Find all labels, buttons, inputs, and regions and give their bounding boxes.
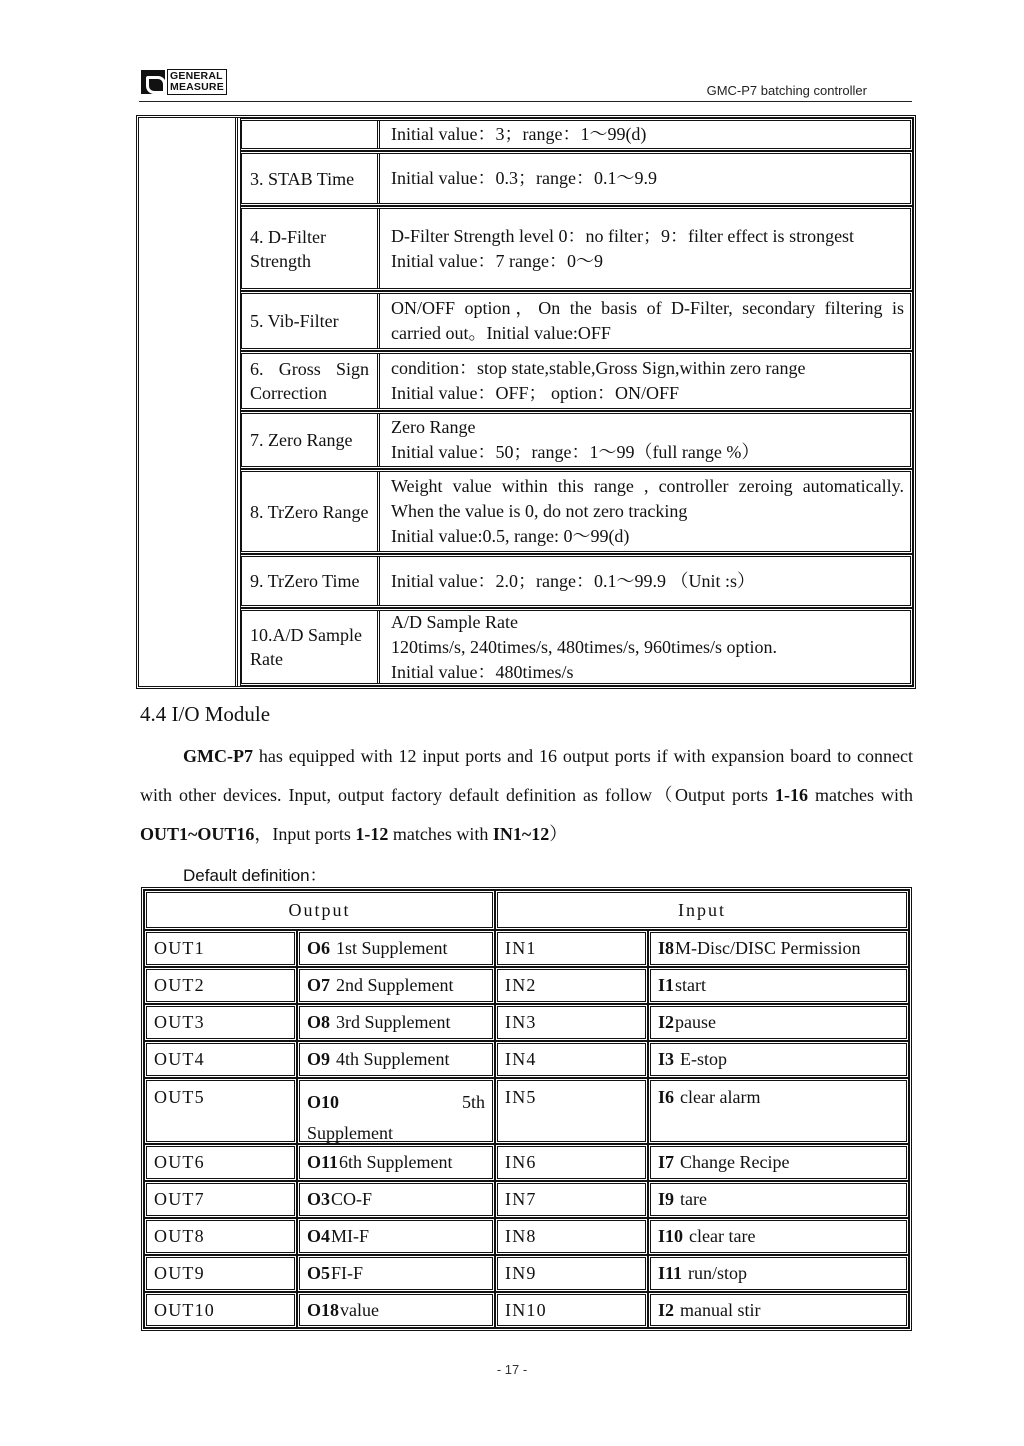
- output-function-cell: O6 1st Supplement: [297, 930, 495, 967]
- parameter-group-cell: [139, 118, 238, 686]
- default-definition-label: Default definition：: [183, 866, 327, 885]
- output-function-cell: O5 FI-F: [297, 1255, 495, 1292]
- input-port-cell: IN1: [495, 930, 648, 967]
- output-function-cell: O4 MI-F: [297, 1218, 495, 1255]
- header-divider: [139, 101, 912, 102]
- param-row-trzero-time: [240, 554, 913, 608]
- param-desc: ON/OFF option，On the basis of D-Filter, secondary filtering is carried out。Initial value:OFF: [391, 298, 904, 343]
- param-name: 4. D-Filter Strength: [242, 209, 380, 288]
- input-port-cell: IN3: [495, 1004, 648, 1041]
- document-title: GMC-P7 batching controller: [706, 83, 867, 98]
- param-row-stab-time: [240, 151, 913, 206]
- input-port-cell: IN4: [495, 1041, 648, 1078]
- input-function-cell: I11 run/stop: [648, 1255, 909, 1292]
- param-name: [242, 121, 380, 148]
- output-function-cell: O7 2nd Supplement: [297, 967, 495, 1004]
- param-desc: condition：stop state,stable,Gross Sign,within zero range Initial value：OFF； option：ON/OFF: [391, 358, 806, 403]
- param-desc: Initial value：3；range：1～99(d): [391, 124, 647, 144]
- page-number: - 17 -: [496, 1362, 528, 1377]
- input-function-cell: I10 clear tare: [648, 1218, 909, 1255]
- param-row-trzero-range: [240, 469, 913, 554]
- input-function-cell: I8 M-Disc/DISC Permission: [648, 930, 909, 967]
- param-name: 6. Gross Sign Correction: [242, 354, 380, 408]
- input-port-cell: IN6: [495, 1144, 648, 1181]
- input-function-cell: I6 clear alarm: [648, 1078, 909, 1144]
- param-row-ad-sample-rate: [240, 608, 913, 686]
- param-desc: Initial value：2.0；range：0.1～99.9 （Unit :s）: [391, 570, 755, 591]
- param-row-d-filter: [240, 206, 913, 291]
- param-desc: A/D Sample Rate 120tims/s, 240times/s, 480times/s, 960times/s option. Initial value：480times/s: [391, 611, 778, 682]
- input-port-cell: IN9: [495, 1255, 648, 1292]
- output-port-cell: OUT8: [144, 1218, 297, 1255]
- param-row-vib-filter: [240, 291, 913, 351]
- input-port-cell: IN7: [495, 1181, 648, 1218]
- output-port-cell: OUT7: [144, 1181, 297, 1218]
- io-definition-table: [141, 887, 912, 1331]
- input-function-cell: I2 manual stir: [648, 1292, 909, 1328]
- logo-wordmark: GENERAL MEASURE: [167, 69, 227, 95]
- section-paragraph: GMC-P7 has equipped with 12 input ports and 16 output ports if with expansion board to connect with other devices. Input, output factory default definition as follow（Output ports 1-16 matches with OUT1~OUT16，Input ports 1-12 matches with IN1~12）: [140, 746, 913, 844]
- input-port-cell: IN8: [495, 1218, 648, 1255]
- output-function-cell: O3 CO-F: [297, 1181, 495, 1218]
- output-port-cell: OUT9: [144, 1255, 297, 1292]
- section-heading: 4.4 I/O Module: [140, 702, 271, 726]
- param-name: 8. TrZero Range: [242, 472, 380, 551]
- output-port-cell: OUT5: [144, 1078, 297, 1144]
- param-row-zero-range: [240, 411, 913, 469]
- param-desc: Initial value：0.3；range：0.1～9.9: [391, 168, 657, 188]
- output-function-cell: O9 4th Supplement: [297, 1041, 495, 1078]
- parameter-table: [136, 115, 916, 689]
- output-port-cell: OUT4: [144, 1041, 297, 1078]
- output-port-cell: OUT1: [144, 930, 297, 967]
- input-header: Input: [495, 890, 909, 930]
- input-function-cell: I1 start: [648, 967, 909, 1004]
- logo-mark-icon: [141, 70, 165, 94]
- param-name: 5. Vib-Filter: [242, 294, 380, 348]
- input-function-cell: I7 Change Recipe: [648, 1144, 909, 1181]
- output-function-cell: O18 value: [297, 1292, 495, 1328]
- param-row-1: [240, 118, 913, 151]
- output-function-cell: O10 5th Supplement: [297, 1078, 495, 1144]
- input-port-cell: IN2: [495, 967, 648, 1004]
- output-port-cell: OUT2: [144, 967, 297, 1004]
- param-name: 7. Zero Range: [242, 414, 380, 466]
- output-port-cell: OUT6: [144, 1144, 297, 1181]
- output-function-cell: O11 6th Supplement: [297, 1144, 495, 1181]
- param-name: 3. STAB Time: [242, 154, 380, 203]
- output-function-cell: O8 3rd Supplement: [297, 1004, 495, 1041]
- param-name: 10.A/D Sample Rate: [242, 611, 380, 683]
- input-function-cell: I9 tare: [648, 1181, 909, 1218]
- output-header: Output: [144, 890, 495, 930]
- input-function-cell: I2 pause: [648, 1004, 909, 1041]
- input-function-cell: I3 E-stop: [648, 1041, 909, 1078]
- param-name: 9. TrZero Time: [242, 557, 380, 605]
- output-port-cell: OUT3: [144, 1004, 297, 1041]
- param-row-gross-sign: [240, 351, 913, 411]
- input-port-cell: IN10: [495, 1292, 648, 1328]
- input-port-cell: IN5: [495, 1078, 648, 1144]
- company-logo: [141, 69, 237, 95]
- param-desc: D-Filter Strength level 0：no filter；9：filter effect is strongest Initial value：7 range：0～9: [391, 225, 855, 271]
- output-port-cell: OUT10: [144, 1292, 297, 1328]
- param-desc: Weight value within this range , controller zeroing automatically. When the value is 0, do not zero tracking Initial value:0.5, range: 0～99(d): [391, 476, 904, 546]
- param-desc: Zero Range Initial value：50；range：1～99（full range %）: [391, 417, 760, 462]
